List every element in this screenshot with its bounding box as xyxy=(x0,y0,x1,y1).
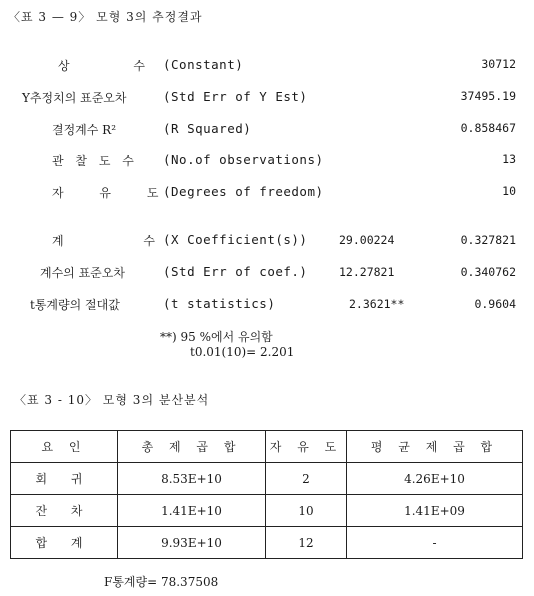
table-row xyxy=(11,527,523,559)
row-label-kr: Y추정치의 표준오차 xyxy=(22,91,127,105)
row-value: 0.9604 xyxy=(474,297,516,311)
row-label-kr: 상 수 xyxy=(58,59,175,73)
table-cell: 회 귀 xyxy=(11,463,118,495)
table-cell: 합 계 xyxy=(11,527,118,559)
table-row xyxy=(11,463,523,495)
row-label-kr: 계수의 표준오차 xyxy=(40,266,125,280)
row-label-en: (No.of observations) xyxy=(163,152,324,167)
row-coef: 12.27821 xyxy=(339,265,395,279)
column-header: 요 인 xyxy=(11,431,118,463)
row-value: 0.327821 xyxy=(460,233,516,247)
significance-note: **) 95 %에서 유의함 xyxy=(160,330,273,344)
row-label-en: (X Coefficient(s)) xyxy=(163,232,308,247)
table1-caption: 〈표 3 — 9〉 모형 3의 추정결과 xyxy=(8,10,203,24)
table-cell: 12 xyxy=(266,527,347,559)
row-value: 0.858467 xyxy=(460,121,516,135)
row-label-en: (Std Err of Y Est) xyxy=(163,89,308,104)
f-statistic: F통계량= 78.37508 xyxy=(104,575,219,589)
row-label-en: (Std Err of coef.) xyxy=(163,264,308,279)
row-label-en: (R Squared) xyxy=(163,121,252,136)
column-header: 자 유 도 xyxy=(266,431,347,463)
table-cell: 2 xyxy=(266,463,347,495)
row-value: 0.340762 xyxy=(460,265,516,279)
row-coef: 29.00224 xyxy=(339,233,395,247)
row-label-kr: 자 유 도 xyxy=(52,186,175,200)
row-label-kr: t통계량의 절대값 xyxy=(30,298,120,312)
table-cell: 8.53E+10 xyxy=(118,463,266,495)
row-value: 10 xyxy=(502,184,516,198)
column-header: 총 제 곱 합 xyxy=(118,431,266,463)
table-cell: 4.26E+10 xyxy=(347,463,523,495)
table-cell: 잔 차 xyxy=(11,495,118,527)
table-cell: 1.41E+09 xyxy=(347,495,523,527)
row-value: 13 xyxy=(502,152,516,166)
table2-caption: 〈표 3 - 10〉 모형 3의 분산분석 xyxy=(14,393,210,407)
row-label-kr: 계 수 xyxy=(52,234,193,248)
row-label-kr: 관 찰 도 수 xyxy=(52,154,138,168)
row-value: 30712 xyxy=(481,57,516,71)
row-label-en: (Constant) xyxy=(163,57,244,72)
table-cell: 1.41E+10 xyxy=(118,495,266,527)
table-row xyxy=(11,495,523,527)
row-label-en: (t statistics) xyxy=(163,296,276,311)
anova-table xyxy=(10,430,523,559)
column-header: 평 균 제 곱 합 xyxy=(347,431,523,463)
row-label-en: (Degrees of freedom) xyxy=(163,184,324,199)
table-cell: 9.93E+10 xyxy=(118,527,266,559)
table-cell: 10 xyxy=(266,495,347,527)
table-header-row xyxy=(11,431,523,463)
row-label-kr: 결정계수 R² xyxy=(52,123,117,137)
row-value: 37495.19 xyxy=(460,89,516,103)
table-cell: - xyxy=(347,527,523,559)
critical-value-note: t0.01(10)= 2.201 xyxy=(190,345,295,359)
row-coef: 2.3621** xyxy=(349,297,405,311)
